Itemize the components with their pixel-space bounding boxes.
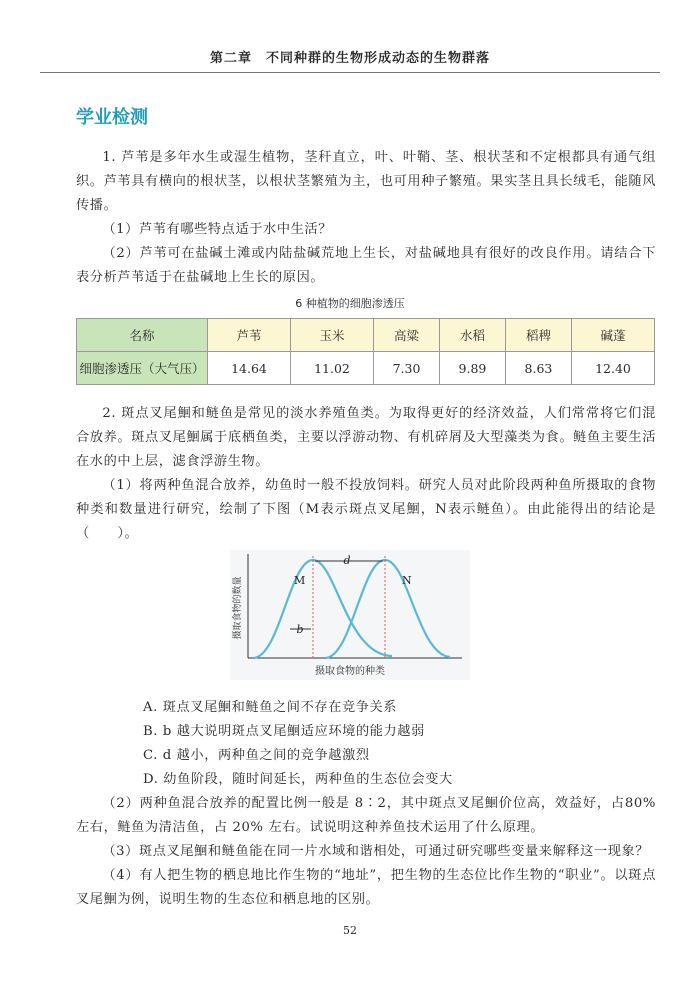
option-d: D. 幼鱼阶段，随时间延长，两种鱼的生态位会变大 [143, 772, 453, 787]
label-d: d [343, 554, 351, 567]
q2-sub3: （3）斑点叉尾鮰和鲢鱼能在同一片水域和谐相处，可通过研究哪些变量来解释这一现象？ [102, 844, 650, 859]
q2-sub1: （1）将两种鱼混合放养，幼鱼时一般不投放饲料。研究人员对此阶段两种鱼所摄取的食物种类和数量进行研究，绘制了下图（M表示斑点叉尾鮰，N表示鲢鱼）。由此能得出的结论是（ ）。 [76, 478, 656, 541]
label-b: b [296, 623, 304, 636]
label-n: N [402, 574, 412, 587]
plant-name: 水稻 [439, 319, 505, 352]
y-axis-label: 摄取食物的数量 [233, 576, 243, 640]
chapter-header: 第二章 不同种群的生物形成动态的生物群落 [209, 51, 490, 66]
x-axis-label: 摄取食物的种类 [315, 666, 385, 677]
section-title: 学业检测 [76, 107, 148, 128]
plant-name: 玉米 [291, 319, 374, 352]
option-b: B. b 越大说明斑点叉尾鮰适应环境的能力越弱 [143, 724, 425, 739]
header-divider [40, 72, 660, 73]
table-caption: 6 种植物的细胞渗透压 [295, 297, 405, 310]
value-cell: 12.40 [571, 352, 654, 385]
value-cell: 9.89 [439, 352, 505, 385]
value-cell: 14.64 [208, 352, 291, 385]
q2-sub4: （4）有人把生物的栖息地比作生物的“地址”，把生物的生态位比作生物的“职业”。以斑点叉尾鮰为例，说明生物的生态位和栖息地的区别。 [76, 868, 656, 907]
q1-sub1: （1）芦苇有哪些特点适于水中生活？ [102, 222, 332, 237]
figure-background [230, 550, 470, 680]
row-header: 名称 [77, 319, 208, 352]
table-header-row [77, 319, 655, 352]
value-cell: 8.63 [505, 352, 571, 385]
table-value-row [77, 352, 655, 385]
osmotic-pressure-table [76, 318, 655, 385]
value-header: 细胞渗透压（大气压） [77, 352, 208, 385]
niche-overlap-figure [230, 550, 470, 680]
option-c: C. d 越小，两种鱼之间的竞争越激烈 [143, 748, 370, 763]
q1-stem: 1. 芦苇是多年水生或湿生植物，茎秆直立，叶、叶鞘、茎、根状茎和不定根都具有通气组织。芦苇具有横向的根状茎，以根状茎繁殖为主，也可用种子繁殖。果实茎且具长绒毛，能随风传播。 [76, 150, 656, 213]
q1-sub2: （2）芦苇可在盐碱土滩或内陆盐碱荒地上生长，对盐碱地具有很好的改良作用。请结合下表分析芦苇适于在盐碱地上生长的原因。 [76, 246, 656, 285]
value-cell: 7.30 [374, 352, 440, 385]
plant-name: 芦苇 [208, 319, 291, 352]
plant-name: 高粱 [374, 319, 440, 352]
q2-sub2: （2）两种鱼混合放养的配置比例一般是 8∶2，其中斑点叉尾鮰价位高，效益好，占80%左右，鲢鱼为清洁鱼，占 20% 左右。试说明这种养鱼技术运用了什么原理。 [76, 796, 656, 835]
value-cell: 11.02 [291, 352, 374, 385]
plant-name: 稻稗 [505, 319, 571, 352]
plant-name: 碱蓬 [571, 319, 654, 352]
page-number: 52 [343, 924, 357, 937]
q2-stem: 2. 斑点叉尾鮰和鲢鱼是常见的淡水养殖鱼类。为取得更好的经济效益，人们常常将它们混合放养。斑点叉尾鮰属于底栖鱼类，主要以浮游动物、有机碎屑及大型藻类为食。鲢鱼主要生活在水的中上层，滤食浮游生物。 [76, 406, 656, 469]
option-a: A. 斑点叉尾鮰和鲢鱼之间不存在竞争关系 [143, 700, 398, 715]
label-m: M [294, 574, 306, 587]
